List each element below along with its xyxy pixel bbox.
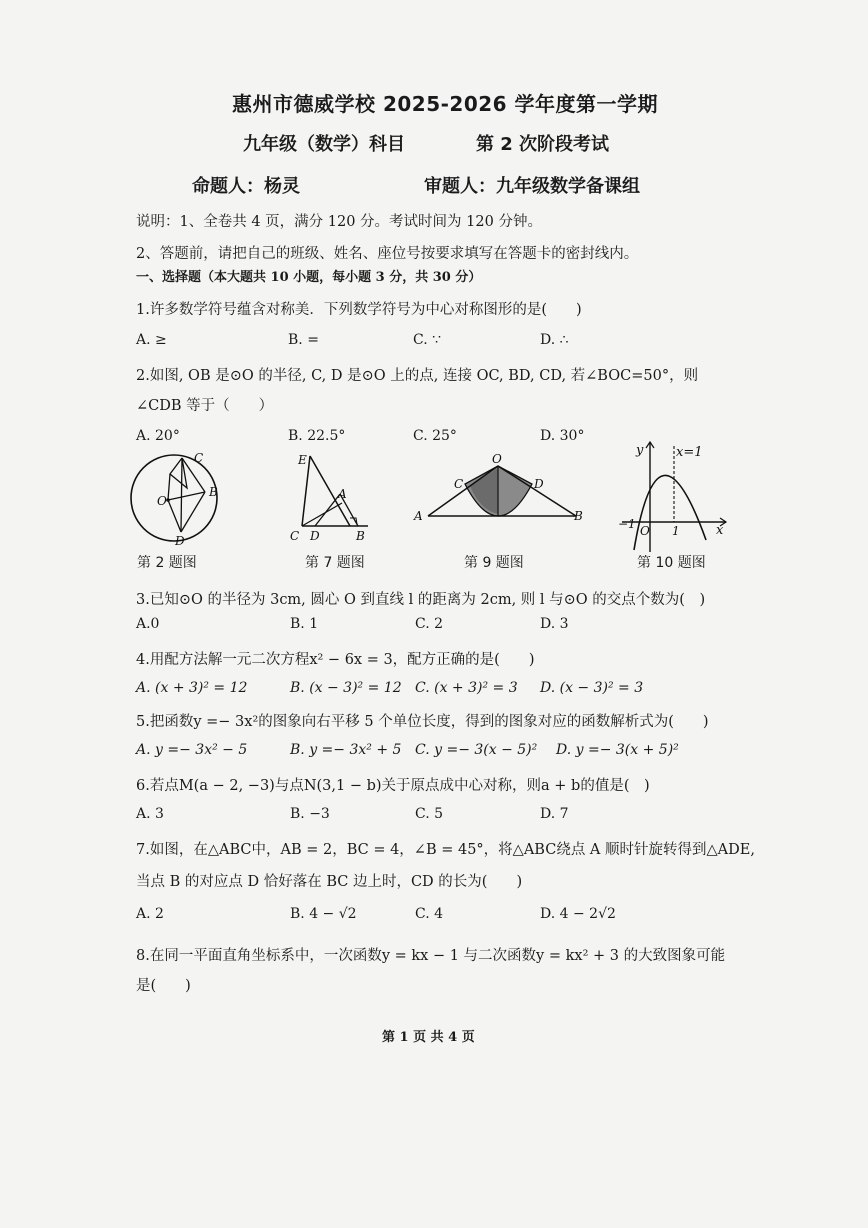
author-label: 命题人：杨灵 — [192, 176, 300, 197]
q4-option-b: B. (x − 3)² = 12 — [290, 680, 402, 696]
fig10-label-o: O — [640, 524, 650, 538]
fig9-label-c: C — [454, 477, 464, 491]
q4-option-a: A. (x + 3)² = 12 — [136, 680, 248, 696]
question-7-stem-line2: 当点 B 的对应点 D 恰好落在 BC 边上时，CD 的长为( ) — [136, 874, 523, 890]
question-7-stem-line1: 7.如图，在△ABC中，AB = 2，BC = 4，∠B = 45°，将△ABC绕点 A 顺时针旋转得到△ADE, — [136, 842, 755, 858]
caption-fig9: 第 9 题图 — [464, 555, 524, 571]
question-2-stem-line1: 2.如图, OB 是⊙O 的半径, C, D 是⊙O 上的点, 连接 OC, BD, CD, 若∠BOC=50°，则 — [136, 368, 699, 384]
reviewer-label: 审题人：九年级数学备课组 — [424, 176, 640, 197]
fig9-label-a: A — [414, 509, 423, 523]
q1-option-d: D. ∴ — [540, 332, 569, 348]
fig2-label-o: O — [157, 494, 167, 508]
fig7-label-b: B — [356, 529, 365, 543]
q1-option-a: A. ≥ — [136, 332, 167, 348]
question-5-stem: 5.把函数y =− 3x²的图象向右平移 5 个单位长度，得到的图象对应的函数解析式为( ) — [136, 714, 709, 730]
q6-option-b: B. −3 — [290, 806, 330, 822]
q7-option-d: D. 4 − 2√2 — [540, 906, 616, 922]
figure-q10 — [614, 436, 734, 556]
fig9-label-o: O — [492, 452, 502, 466]
exam-label: 第 2 次阶段考试 — [476, 134, 610, 155]
figure-q2 — [125, 448, 235, 548]
q6-option-d: D. 7 — [540, 806, 569, 822]
fig10-label-neg1: −1 — [618, 517, 636, 531]
caption-fig2: 第 2 题图 — [137, 555, 197, 571]
fig10-label-one: 1 — [672, 524, 680, 538]
figure-q7 — [282, 448, 377, 548]
q2-option-c: C. 25° — [413, 428, 457, 444]
q7-option-a: A. 2 — [136, 906, 164, 922]
fig10-label-y: y — [636, 443, 644, 458]
q1-option-b: B. = — [288, 332, 319, 348]
figure-q9 — [410, 450, 590, 530]
q3-option-c: C. 2 — [415, 616, 444, 632]
q5-option-a: A. y =− 3x² − 5 — [136, 742, 248, 758]
fig10-label-axis: x=1 — [676, 445, 703, 460]
q6-option-c: C. 5 — [415, 806, 444, 822]
fig2-label-b: B — [209, 485, 218, 499]
fig2-label-d: D — [175, 534, 185, 548]
q2-option-d: D. 30° — [540, 428, 585, 444]
subject-label: 九年级（数学）科目 — [243, 134, 405, 155]
q4-option-d: D. (x − 3)² = 3 — [540, 680, 644, 696]
question-4-stem: 4.用配方法解一元二次方程x² − 6x = 3，配方正确的是( ) — [136, 652, 535, 668]
fig7-label-e: E — [298, 453, 307, 467]
q7-option-c: C. 4 — [415, 906, 444, 922]
q3-option-b: B. 1 — [290, 616, 319, 632]
caption-fig7: 第 7 题图 — [305, 555, 365, 571]
q6-option-a: A. 3 — [136, 806, 164, 822]
question-8-stem-line1: 8.在同一平面直角坐标系中，一次函数y = kx − 1 与二次函数y = kx² + 3 的大致图象可能 — [136, 948, 726, 964]
q5-option-c: C. y =− 3(x − 5)² — [415, 742, 538, 758]
fig10-label-x: x — [716, 523, 724, 538]
fig2-label-c: C — [194, 451, 204, 465]
q1-option-c: C. ∵ — [413, 332, 442, 348]
q3-option-d: D. 3 — [540, 616, 569, 632]
q5-option-d: D. y =− 3(x + 5)² — [556, 742, 679, 758]
question-6-stem: 6.若点M(a − 2, −3)与点N(3,1 − b)关于原点成中心对称，则a + b的值是( ) — [136, 778, 650, 794]
q4-option-c: C. (x + 3)² = 3 — [415, 680, 518, 696]
q2-option-b: B. 22.5° — [288, 428, 346, 444]
fig7-label-d: D — [310, 529, 320, 543]
fig7-label-c: C — [290, 529, 300, 543]
question-8-stem-line2: 是( ) — [136, 978, 191, 994]
q5-option-b: B. y =− 3x² + 5 — [290, 742, 402, 758]
section-heading: 一、选择题（本大题共 10 小题，每小题 3 分，共 30 分） — [136, 270, 482, 285]
question-1-stem: 1.许多数学符号蕴含对称美．下列数学符号为中心对称图形的是( ) — [136, 302, 582, 318]
question-2-stem-line2: ∠CDB 等于（ ） — [136, 398, 274, 414]
fig7-label-a: A — [338, 487, 347, 501]
q3-option-a: A.0 — [136, 616, 160, 632]
question-3-stem: 3.已知⊙O 的半径为 3cm, 圆心 O 到直线 l 的距离为 2cm, 则 l 与⊙O 的交点个数为( ) — [136, 592, 706, 608]
note-1: 说明：1、全卷共 4 页，满分 120 分。考试时间为 120 分钟。 — [136, 214, 542, 230]
exam-title: 惠州市德威学校 2025-2026 学年度第一学期 — [232, 92, 659, 116]
fig9-label-d: D — [534, 477, 544, 491]
note-2: 2、答题前，请把自己的班级、姓名、座位号按要求填写在答题卡的密封线内。 — [136, 246, 639, 262]
q2-option-a: A. 20° — [136, 428, 180, 444]
caption-fig10: 第 10 题图 — [637, 555, 706, 571]
page-footer: 第 1 页 共 4 页 — [382, 1030, 475, 1045]
fig9-label-b: B — [574, 509, 583, 523]
q7-option-b: B. 4 − √2 — [290, 906, 357, 922]
